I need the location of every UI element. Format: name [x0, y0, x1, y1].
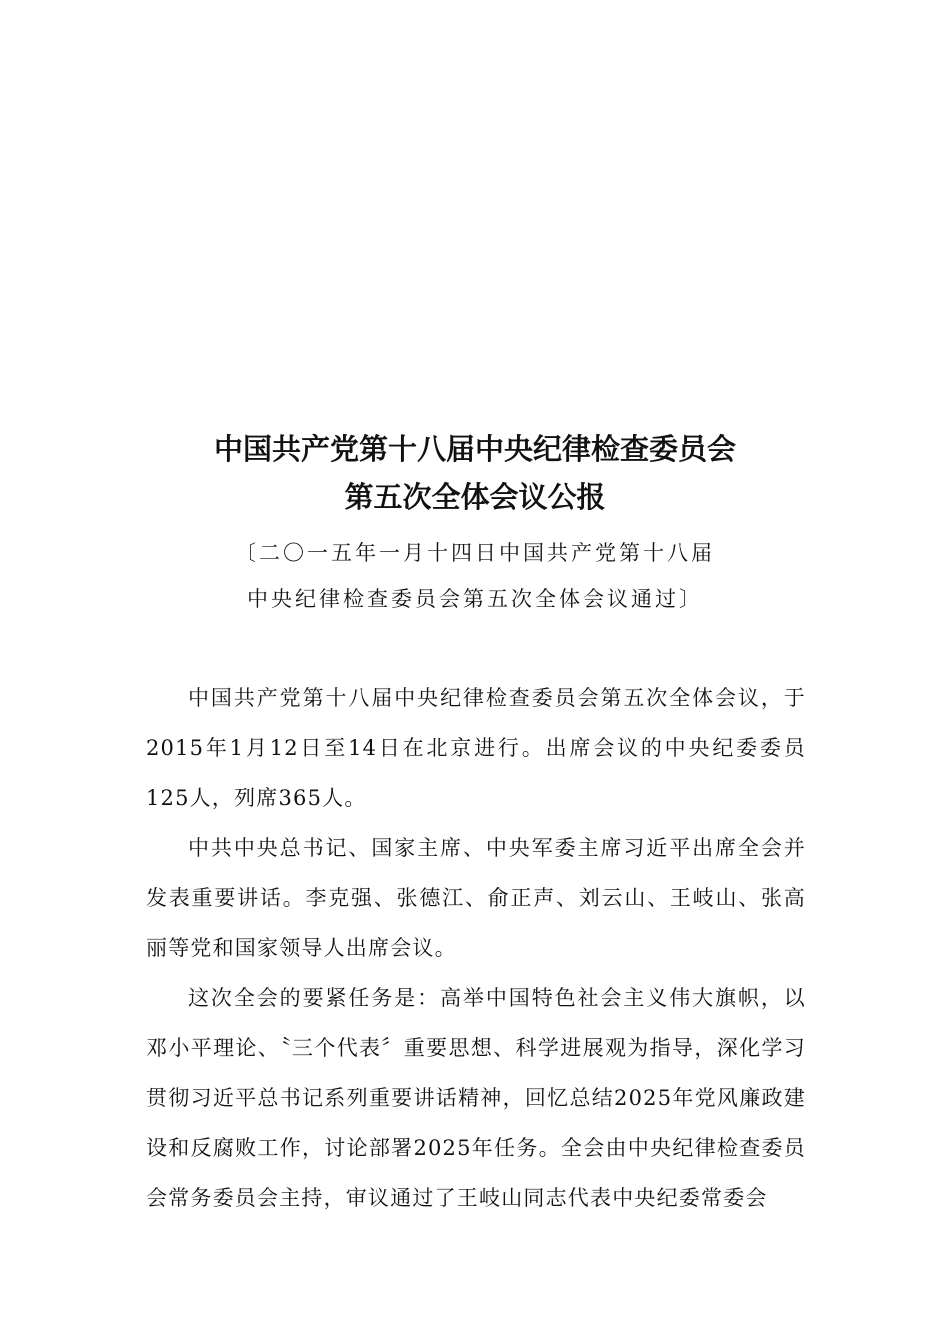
subtitle-line-2: 中央纪律检查委员会第五次全体会议通过〕: [247, 587, 703, 611]
paragraph-3: 这次全会的要紧任务是：高举中国特色社会主义伟大旗帜，以邓小平理论、〝三个代表〞重要思想、科学进展观为指导，深化学习贯彻习近平总书记系列重要讲话精神，回忆总结2025年党风廉政建设和反腐败工作，讨论部署2025年任务。全会由中央纪律检查委员会常务委员会主持，审议通过了王岐山同志代表中央纪委常委会: [146, 986, 806, 1210]
document-subtitle: [0, 530, 950, 622]
title-line-2: 第五次全体会议公报: [344, 480, 606, 514]
paragraph-2: 中共中央总书记、国家主席、中央军委主席习近平出席全会并发表重要讲话。李克强、张德江、俞正声、刘云山、王岐山、张高丽等党和国家领导人出席会议。: [146, 836, 806, 960]
subtitle-line-1: 〔二〇一五年一月十四日中国共产党第十八届: [235, 541, 715, 565]
paragraph-1: 中国共产党第十八届中央纪律检查委员会第五次全体会议，于2015年1月12日至14日在北京进行。出席会议的中央纪委委员125人，列席365人。: [146, 686, 806, 810]
document-title: [0, 425, 950, 521]
title-line-1: 中国共产党第十八届中央纪律检查委员会: [213, 432, 736, 466]
document-body: [146, 673, 806, 1223]
